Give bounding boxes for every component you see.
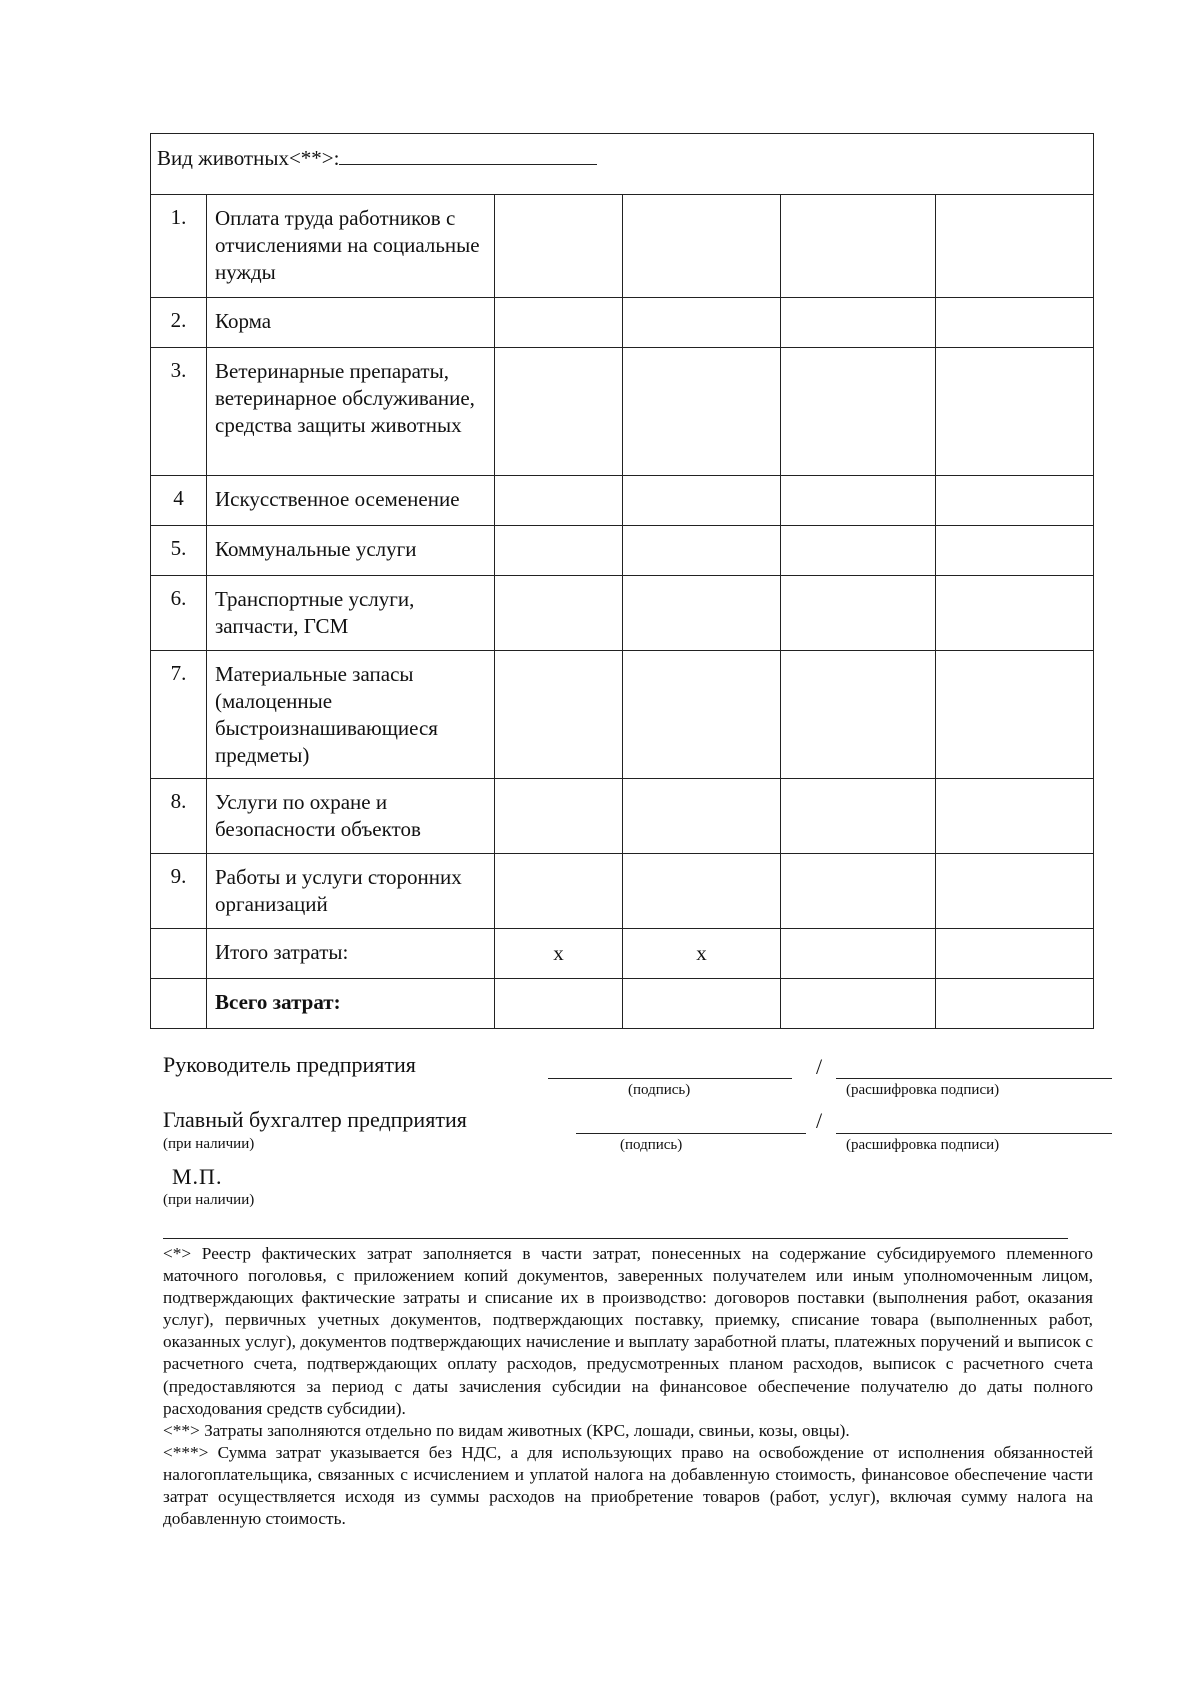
total-x-mark: х	[623, 929, 781, 979]
empty-cell	[936, 195, 1094, 298]
row-label: Работы и услуги сторонних организаций	[207, 854, 495, 929]
row-label: Услуги по охране и безопасности объектов	[207, 779, 495, 854]
footnote-rule	[163, 1238, 1068, 1239]
animal-type-label: Вид животных<**>:	[157, 146, 340, 170]
row-number: 7.	[151, 651, 207, 779]
head-signature-line	[548, 1078, 792, 1079]
empty-cell	[151, 929, 207, 979]
empty-cell	[623, 476, 781, 526]
empty-cell	[623, 651, 781, 779]
row-label: Транспортные услуги, запчасти, ГСМ	[207, 576, 495, 651]
empty-cell	[623, 195, 781, 298]
empty-cell	[781, 348, 936, 476]
empty-cell	[936, 929, 1094, 979]
empty-cell	[495, 979, 623, 1029]
empty-cell	[151, 979, 207, 1029]
row-number: 9.	[151, 854, 207, 929]
table-row	[151, 476, 1094, 526]
footnote-3: <***> Сумма затрат указывается без НДС, а для использующих право на освобождение от исполнения обязанностей налогоплательщика, связанных с исчислением и уплатой налога на добавленную стоимость, финансовое обеспечение части затрат осуществляется исходя из суммы расходов на приобретение товаров (работ, услуг), включая сумму налога на добавленную стоимость.	[163, 1442, 1093, 1529]
total-row	[151, 929, 1094, 979]
accountant-decode-caption: (расшифровка подписи)	[846, 1137, 1000, 1153]
empty-cell	[936, 526, 1094, 576]
empty-cell	[495, 854, 623, 929]
head-separator: /	[816, 1054, 823, 1079]
head-decode-line	[836, 1078, 1112, 1079]
empty-cell	[936, 348, 1094, 476]
stamp-label: М.П.	[172, 1164, 223, 1189]
accountant-separator: /	[816, 1108, 823, 1133]
accountant-if-available: (при наличии)	[163, 1136, 255, 1152]
table-row	[151, 779, 1094, 854]
empty-cell	[781, 979, 936, 1029]
grand-total-row	[151, 979, 1094, 1029]
empty-cell	[623, 298, 781, 348]
empty-cell	[781, 929, 936, 979]
table-row	[151, 195, 1094, 298]
empty-cell	[781, 476, 936, 526]
head-signature-caption: (подпись)	[628, 1082, 691, 1098]
row-number: 1.	[151, 195, 207, 298]
empty-cell	[623, 526, 781, 576]
empty-cell	[495, 195, 623, 298]
accountant-signature-line	[576, 1133, 806, 1134]
row-label: Коммунальные услуги	[207, 526, 495, 576]
row-number: 6.	[151, 576, 207, 651]
empty-cell	[495, 348, 623, 476]
empty-cell	[781, 651, 936, 779]
empty-cell	[495, 526, 623, 576]
accountant-decode-line	[836, 1133, 1112, 1134]
empty-cell	[495, 576, 623, 651]
row-number: 3.	[151, 348, 207, 476]
empty-cell	[936, 779, 1094, 854]
empty-cell	[495, 298, 623, 348]
empty-cell	[623, 979, 781, 1029]
table-row	[151, 651, 1094, 779]
table-row	[151, 526, 1094, 576]
footnote-2: <**> Затраты заполняются отдельно по видам животных (КРС, лошади, свиньи, козы, овцы).	[163, 1420, 850, 1440]
empty-cell	[623, 576, 781, 651]
grand-total-label: Всего затрат:	[207, 979, 495, 1029]
total-label: Итого затраты:	[207, 929, 495, 979]
empty-cell	[936, 979, 1094, 1029]
empty-cell	[495, 779, 623, 854]
empty-cell	[495, 651, 623, 779]
empty-cell	[495, 476, 623, 526]
head-decode-caption: (расшифровка подписи)	[846, 1082, 1000, 1098]
table-row	[151, 576, 1094, 651]
empty-cell	[781, 576, 936, 651]
row-label: Искусственное осеменение	[207, 476, 495, 526]
animal-type-header	[151, 134, 1094, 195]
empty-cell	[781, 779, 936, 854]
footnote-1: <*> Реестр фактических затрат заполняется в части затрат, понесенных на содержание субсидируемого племенного маточного поголовья, с приложением копий документов, заверенных получателем или иным уполномоченным лицом, подтверждающих фактические затраты и списание их в производство: договоров поставки (выполнения работ, оказания услуг), первичных учетных документов, подтверждающих поставку, приемку, списание товара (выполненных работ, оказанных услуг), документов подтверждающих начисление и выплату заработной платы, платежных поручений и выписок с расчетного счета, подтверждающих оплату расходов, предусмотренных планом расходов, выписок с расчетного счета (предоставляются за период с даты зачисления субсидии на финансовое обеспечение получателю до даты полного расходования средств субсидии).	[163, 1244, 1093, 1418]
row-number: 8.	[151, 779, 207, 854]
cost-registry-table	[150, 133, 1094, 1029]
table-row	[151, 348, 1094, 476]
empty-cell	[936, 651, 1094, 779]
empty-cell	[936, 476, 1094, 526]
empty-cell	[936, 854, 1094, 929]
row-number: 4	[151, 476, 207, 526]
empty-cell	[936, 576, 1094, 651]
empty-cell	[781, 195, 936, 298]
animal-type-blank-field	[339, 146, 597, 165]
table-row	[151, 298, 1094, 348]
footnotes	[163, 1243, 1093, 1530]
empty-cell	[781, 854, 936, 929]
empty-cell	[781, 298, 936, 348]
accountant-signature-caption: (подпись)	[620, 1137, 683, 1153]
row-label: Оплата труда работников с отчислениями на социальные нужды	[207, 195, 495, 298]
head-title: Руководитель предприятия	[163, 1052, 416, 1077]
table-row	[151, 854, 1094, 929]
total-x-mark: х	[495, 929, 623, 979]
empty-cell	[623, 779, 781, 854]
accountant-title: Главный бухгалтер предприятия	[163, 1107, 467, 1132]
stamp-note: (при наличии)	[163, 1192, 255, 1208]
row-label: Ветеринарные препараты, ветеринарное обслуживание, средства защиты животных	[207, 348, 495, 476]
row-number: 5.	[151, 526, 207, 576]
empty-cell	[781, 526, 936, 576]
row-label: Материальные запасы (малоценные быстроизнашивающиеся предметы)	[207, 651, 495, 779]
empty-cell	[623, 854, 781, 929]
row-label: Корма	[207, 298, 495, 348]
empty-cell	[936, 298, 1094, 348]
row-number: 2.	[151, 298, 207, 348]
empty-cell	[623, 348, 781, 476]
